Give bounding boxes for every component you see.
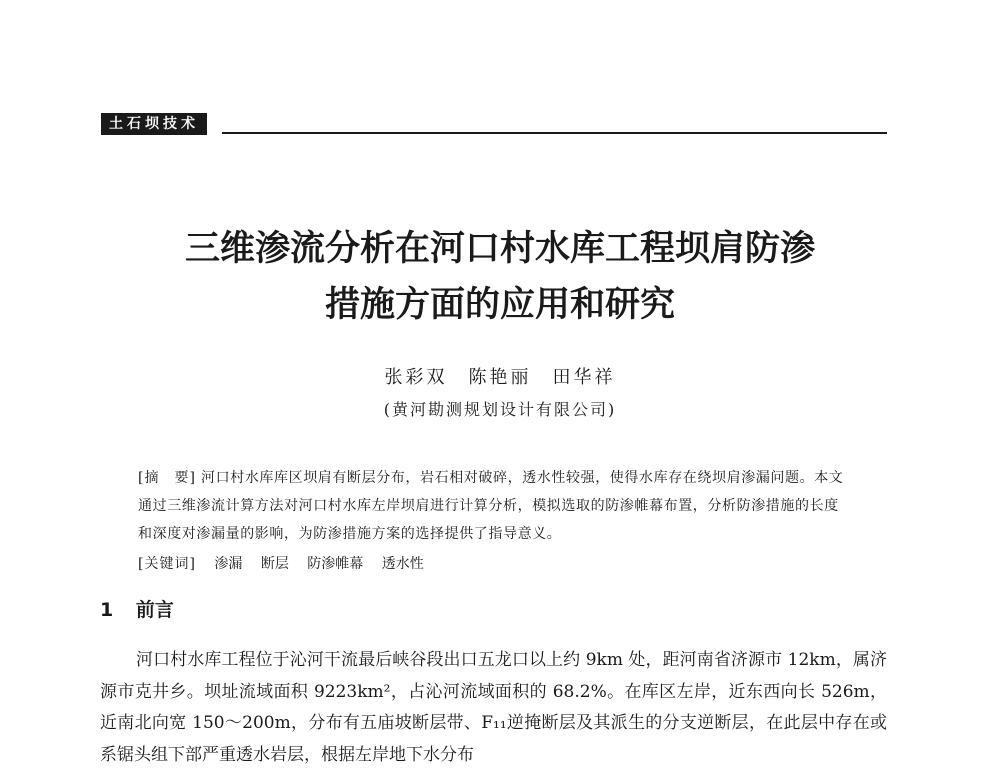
affiliation: (黄河勘测规划设计有限公司): [383, 400, 617, 419]
header-rule: [222, 132, 887, 134]
section-number: 1: [100, 599, 114, 621]
authors: 张彩双 陈艳丽 田华祥: [384, 367, 616, 388]
keyword: 防渗帷幕: [307, 556, 364, 572]
abstract: [138, 464, 850, 548]
section-heading: [100, 596, 174, 624]
keywords: [138, 550, 850, 578]
section-title: 前言: [135, 599, 174, 621]
paper-title-line-1: 三维渗流分析在河口村水库工程坝肩防渗: [184, 229, 815, 269]
body-paragraph: 河口村水库工程位于沁河干流最后峡谷段出口五龙口以上约 9km 处，距河南省济源市 12km，属济源市克井乡。坝址流域面积 9223km²，占沁河流域面积的 68.2%。在库区左岸，近东西向长 526m，近南北向宽 150～200m，分布有五庙坡断层带、F₁₁逆掩断层及其派生的分支逆断层，在此层中存在或系锯头组下部严重透水岩层，根据左岸地下水分布: [100, 650, 887, 765]
keyword: 断层: [260, 556, 289, 572]
keywords-label: [关键词]: [138, 556, 196, 572]
abstract-label: [摘 要]: [138, 470, 196, 486]
paper-title-line-2: 措施方面的应用和研究: [324, 285, 675, 325]
column-tag: 土石坝技术: [101, 113, 207, 135]
keyword: 渗漏: [214, 556, 243, 572]
abstract-text: 河口村水库库区坝肩有断层分布，岩石相对破碎，透水性较强，使得水库存在绕坝肩渗漏问题。本文通过三维渗流计算方法对河口村水库左岸坝肩进行计算分析，模拟选取的防渗帷幕布置，分析防渗措施的长度和深度对渗漏量的影响，为防渗措施方案的选择提供了指导意义。: [138, 470, 844, 542]
keyword: 透水性: [381, 556, 424, 572]
